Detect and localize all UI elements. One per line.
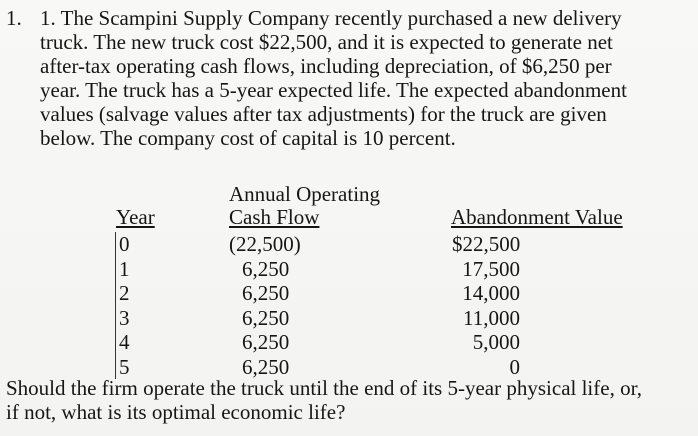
problem-line: truck. The new truck cost $22,500, and it is expected to generate net	[40, 30, 613, 54]
cash-flow-cell: 6,250	[242, 330, 290, 354]
abandonment-value-column	[452, 232, 520, 379]
year-cell: 4	[119, 330, 130, 354]
cash-flow-cell: 6,250	[242, 256, 290, 281]
abandonment-value-cell: 14,000	[462, 281, 520, 305]
abandonment-value-cell: 17,500	[462, 256, 520, 281]
problem-line: after-tax operating cash flows, including depreciation, of $6,250 per	[40, 54, 612, 78]
year-cell: 1	[119, 256, 130, 281]
abandonment-value-cell: $22,500	[452, 232, 521, 256]
question-text	[6, 376, 696, 424]
cash-flow-cell: 6,250	[242, 354, 290, 379]
year-cell: 3	[119, 305, 130, 330]
year-column-header: Year	[116, 205, 155, 229]
question-line: if not, what is its optimal economic life?	[6, 400, 346, 424]
problem-line: values (salvage values after tax adjustments) for the truck are given	[40, 102, 607, 126]
problem-line: below. The company cost of capital is 10 percent.	[40, 126, 456, 150]
cash-flow-cell: 6,250	[242, 305, 290, 330]
cash-flow-header-line2: Cash Flow	[229, 205, 320, 229]
problem-statement	[40, 6, 690, 150]
abandonment-value-cell: 5,000	[472, 330, 520, 354]
abandonment-value-header: Abandonment Value	[451, 205, 623, 229]
problem-line: year. The truck has a 5-year expected life. The expected abandonment	[40, 78, 627, 102]
year-cell: 0	[119, 232, 130, 256]
abandonment-value-cell: 0	[509, 354, 520, 379]
abandonment-value-cell: 11,000	[463, 305, 520, 330]
cash-flow-column	[229, 232, 321, 379]
problem-number: 1.	[6, 6, 22, 30]
question-line: Should the firm operate the truck until the end of its 5-year physical life, or,	[6, 376, 642, 400]
year-cell: 5	[119, 354, 130, 379]
problem-line: 1. The Scampini Supply Company recently purchased a new delivery	[40, 6, 622, 30]
cash-flow-cell: 6,250	[242, 281, 290, 305]
cash-flow-cell: (22,500)	[229, 232, 301, 256]
year-cell: 2	[119, 281, 130, 305]
year-column	[115, 232, 137, 379]
cash-flow-header-line1: Annual Operating	[229, 182, 381, 206]
